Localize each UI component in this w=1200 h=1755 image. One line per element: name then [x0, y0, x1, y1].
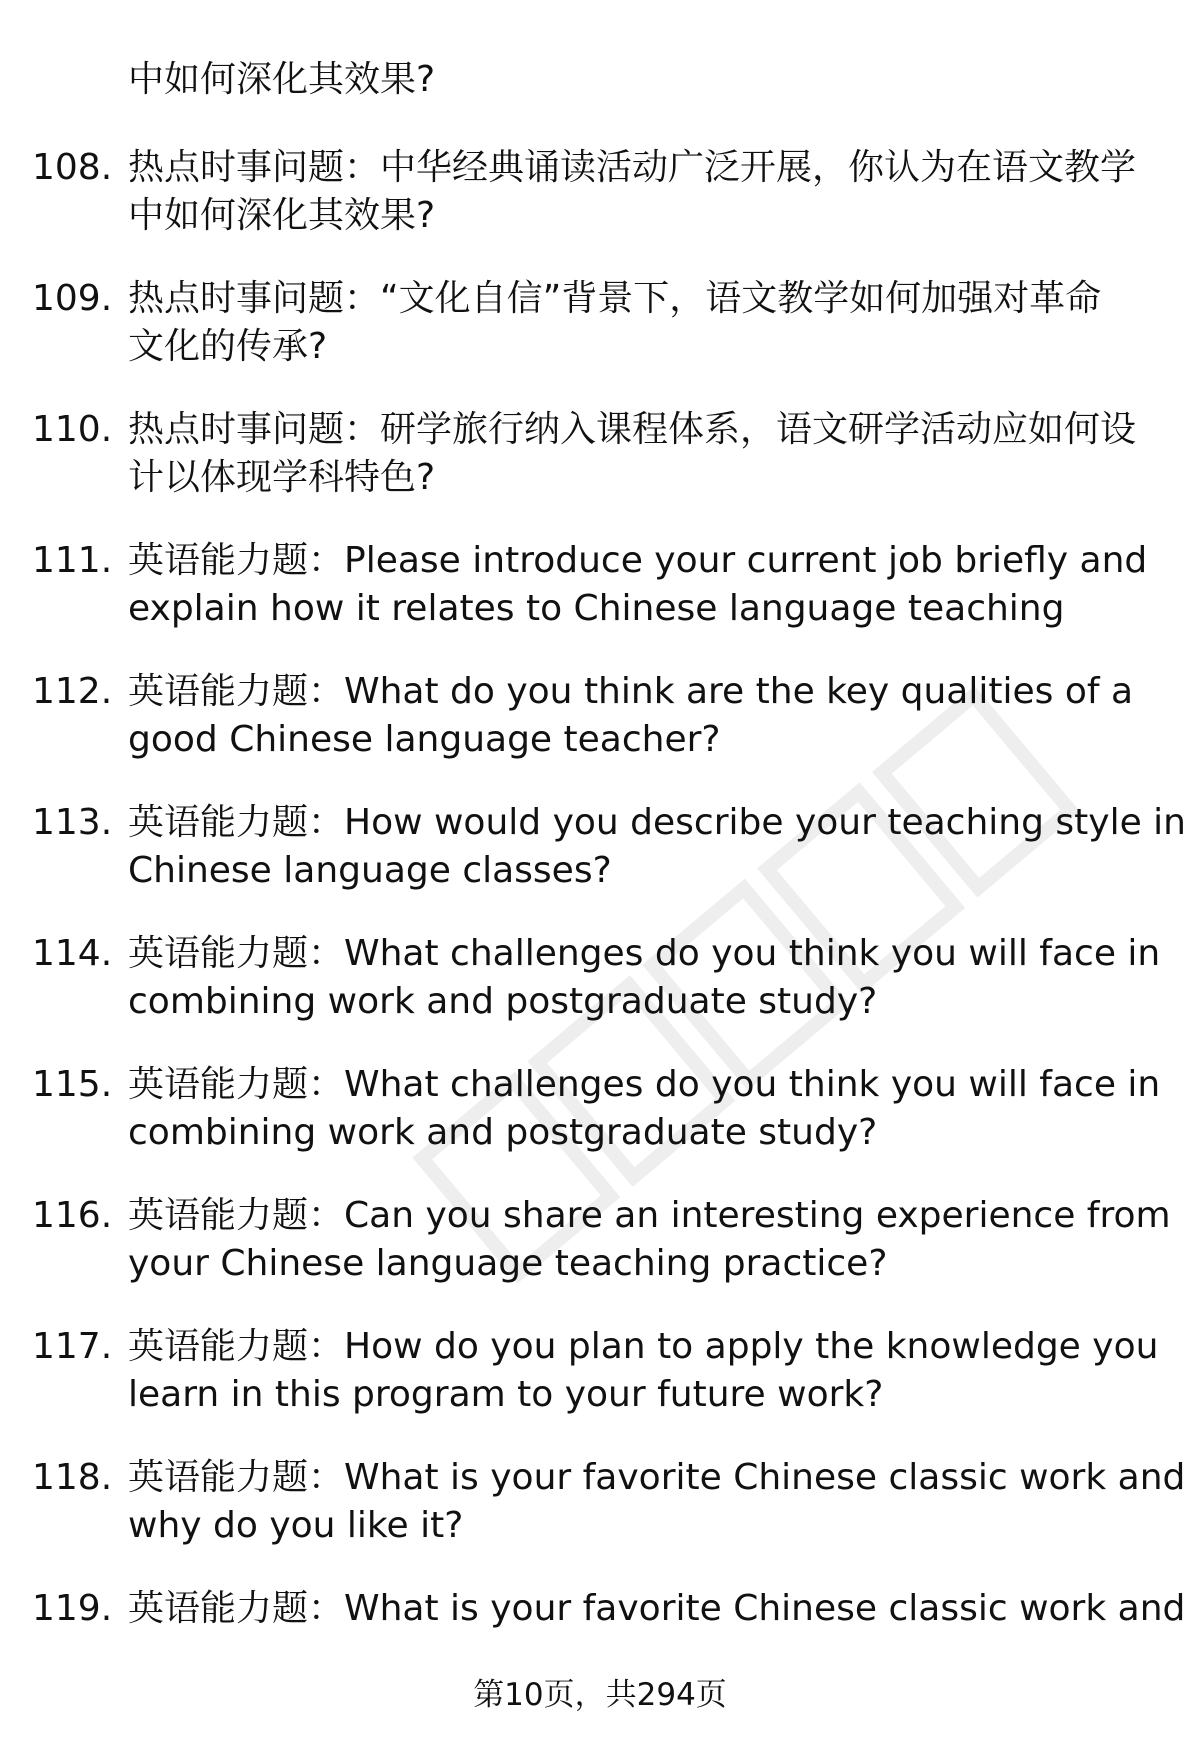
item-number: 108.: [32, 147, 113, 188]
item-text: [128, 930, 1173, 1026]
item-line: why do you like it?: [128, 1505, 464, 1546]
item-text: [128, 1061, 1173, 1157]
item-line: 计以体现学科特色?: [128, 457, 436, 498]
item-text: [128, 668, 1173, 764]
item-number: 109.: [32, 278, 113, 319]
item-line: 热点时事问题：“文化自信”背景下，语文教学如何加强对革命: [128, 278, 1102, 319]
item-number: 113.: [32, 802, 113, 843]
item-line: 英语能力题：How would you describe your teaching style in: [128, 802, 1186, 843]
item-text: [128, 275, 1173, 371]
item-line: combining work and postgraduate study?: [128, 981, 878, 1022]
item-text: [128, 406, 1173, 502]
item-number: 111.: [32, 540, 113, 581]
item-text: [128, 799, 1186, 895]
item-line: Chinese language classes?: [128, 850, 612, 891]
item-text: [128, 537, 1173, 633]
item-line: 英语能力题：Please introduce your current job briefly and: [128, 540, 1148, 581]
item-text: [128, 1585, 1186, 1633]
item-number: 119.: [32, 1588, 113, 1629]
item-number: 117.: [32, 1326, 113, 1367]
item-line: 中如何深化其效果?: [128, 195, 436, 236]
item-line: learn in this program to your future work?: [128, 1374, 884, 1415]
item-line: good Chinese language teacher?: [128, 719, 721, 760]
continued-line-text: 中如何深化其效果?: [128, 59, 436, 100]
item-text: [128, 1192, 1173, 1288]
item-number: 110.: [32, 409, 113, 450]
item-line: 热点时事问题：研学旅行纳入课程体系，语文研学活动应如何设: [128, 409, 1137, 450]
item-number: 116.: [32, 1195, 113, 1236]
item-line: explain how it relates to Chinese language teaching: [128, 588, 1065, 629]
item-line: 英语能力题：What is your favorite Chinese classic work and: [128, 1588, 1186, 1629]
item-text: [128, 1454, 1186, 1550]
item-number: 115.: [32, 1064, 113, 1105]
item-text: [128, 144, 1173, 240]
item-line: 热点时事问题：中华经典诵读活动广泛开展，你认为在语文教学: [128, 147, 1137, 188]
item-line: combining work and postgraduate study?: [128, 1112, 878, 1153]
item-line: 英语能力题：What challenges do you think you will face in: [128, 933, 1161, 974]
item-number: 118.: [32, 1457, 113, 1498]
page-footer: 第10页，共294页: [473, 1677, 727, 1713]
item-line: your Chinese language teaching practice?: [128, 1243, 888, 1284]
item-number: 112.: [32, 671, 113, 712]
item-line: 英语能力题：Can you share an interesting experience from: [128, 1195, 1171, 1236]
item-line: 英语能力题：What challenges do you think you will face in: [128, 1064, 1161, 1105]
item-line: 文化的传承?: [128, 326, 328, 367]
item-line: 英语能力题：What do you think are the key qualities of a: [128, 671, 1134, 712]
item-number: 114.: [32, 933, 113, 974]
item-text: [128, 1323, 1173, 1419]
item-line: 英语能力题：What is your favorite Chinese classic work and: [128, 1457, 1186, 1498]
item-line: 英语能力题：How do you plan to apply the knowledge you: [128, 1326, 1159, 1367]
